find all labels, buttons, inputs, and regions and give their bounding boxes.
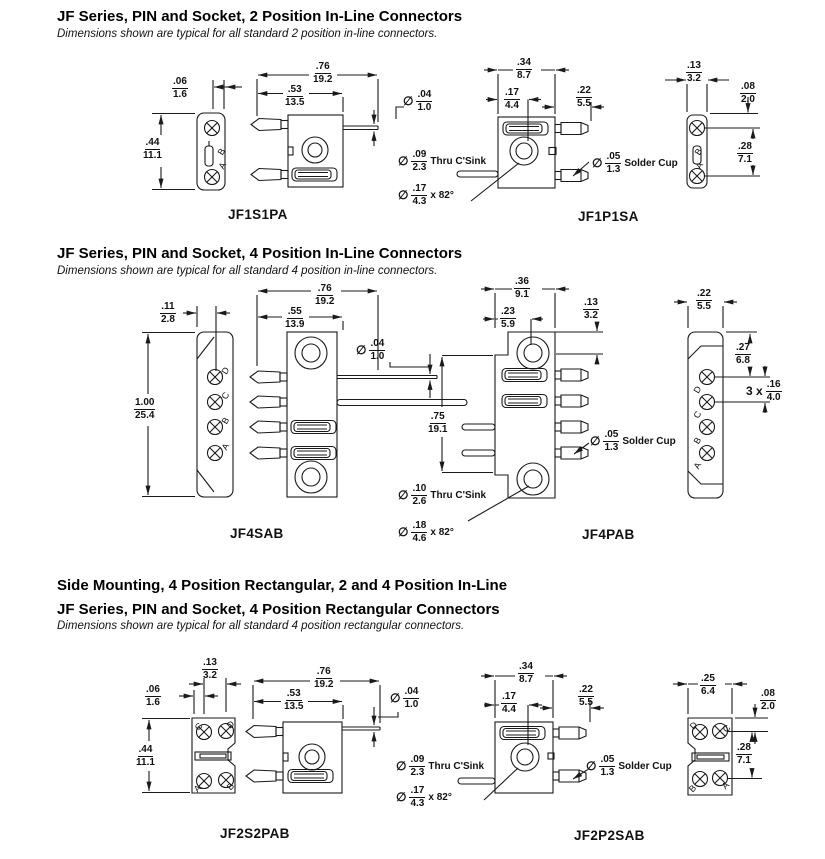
jf2s2pab-side-view-drawing: [246, 681, 398, 793]
section-3-title2: JF Series, PIN and Socket, 4 Position Rectangular Connectors: [57, 601, 500, 618]
pin-contact: [457, 171, 498, 177]
pin-contact: [337, 376, 437, 379]
section-2-title: JF Series, PIN and Socket, 4 Position In-Line Connectors: [57, 245, 463, 262]
part-label-jf4sab: JF4SAB: [230, 526, 284, 541]
dim-dia-04-10: ∅ $\frac{.04}{1.0}$: [356, 338, 385, 362]
dim-17-44: $\frac{.17}{4.4}$: [502, 691, 516, 715]
dim-dia-04-10: ∅ $\frac{.04}{1.0}$: [403, 89, 432, 113]
part-label-jf1p1sa: JF1P1SA: [578, 209, 639, 224]
dim-dia-09-23-thru-csink: ∅ $\frac{.09}{2.3}$ Thru C'Sink: [396, 754, 485, 778]
solder-cup-leader: [573, 770, 587, 779]
dim-13-32: $\frac{.13}{3.2}$: [203, 657, 217, 681]
dim-23-59: $\frac{.23}{5.9}$: [501, 306, 515, 330]
contact-letters: [192, 147, 733, 795]
dim-17-44: $\frac{.17}{4.4}$: [505, 87, 519, 111]
jf1p1sa-side-view-drawing: [457, 70, 604, 201]
jf2s2pab-end-view-drawing: [142, 678, 241, 793]
dim-22-55: $\frac{.22}{5.5}$: [577, 85, 591, 109]
dim-dia-18-46-x82: ∅ $\frac{.18}{4.6}$ x 82°: [398, 520, 454, 544]
dim-44-111: $\frac{.44}{11.1}$: [136, 744, 155, 768]
dim-55-139: $\frac{.55}{13.9}$: [285, 306, 305, 330]
contact-symbol: [700, 370, 715, 385]
jf2p2sab-side-view-drawing: [458, 676, 604, 800]
contact-symbol: [690, 121, 705, 136]
contact-letter: D: [224, 718, 237, 731]
dim-22-55: $\frac{.22}{5.5}$: [579, 684, 593, 708]
dim-76-192: $\frac{.76}{19.2}$: [314, 666, 334, 690]
contact-letter: A: [693, 160, 706, 171]
part-label-jf2p2sab: JF2P2SAB: [574, 828, 645, 843]
dim-dia-09-23-thru-csink: ∅ $\frac{.09}{2.3}$ Thru C'Sink: [398, 149, 487, 173]
dim-dia-04-10: ∅ $\frac{.04}{1.0}$: [390, 686, 419, 710]
dim-dia-05-13-solder-cup: ∅ $\frac{.05}{1.3}$ Solder Cup: [590, 429, 676, 453]
contact-letter: B: [219, 415, 232, 426]
contact-letter: A: [216, 160, 229, 171]
part-label-jf4pab: JF4PAB: [582, 527, 635, 542]
dim-36-91: $\frac{.36}{9.1}$: [515, 276, 529, 300]
dim-25-64: $\frac{.25}{6.4}$: [701, 673, 715, 697]
dim-53-135: $\frac{.53}{13.5}$: [284, 688, 304, 712]
contact-letter: B: [224, 780, 237, 793]
jf4sab-side-view-drawing: [250, 291, 467, 497]
jf2p2sab-end-view-drawing: [673, 684, 768, 795]
section-1-title: JF Series, PIN and Socket, 2 Position In-Line Connectors: [57, 8, 463, 25]
dim-11-28: $\frac{.11}{2.8}$: [161, 301, 175, 325]
contact-letter: A: [219, 441, 232, 452]
contact-symbol: [205, 170, 220, 185]
jf1s1pa-side-view-drawing: [251, 75, 404, 187]
contact-symbol: [205, 121, 220, 136]
part-label-jf2s2pab: JF2S2PAB: [220, 826, 290, 841]
dim-34-87: $\frac{.34}{8.7}$: [517, 57, 531, 81]
contact-symbol: [693, 772, 708, 787]
dim-dia-17-43-x82: ∅ $\frac{.17}{4.3}$ x 82°: [396, 785, 452, 809]
dim-27-68: $\frac{.27}{6.8}$: [736, 342, 750, 366]
jf1p1sa-end-view-drawing: [665, 80, 760, 188]
contact-letter: C: [691, 409, 704, 421]
dim-34-87: $\frac{.34}{8.7}$: [519, 661, 533, 685]
dim-3x-16-40: 3 x $\frac{.16}{4.0}$: [746, 379, 781, 403]
dim-06-16: $\frac{.06}{1.6}$: [173, 76, 187, 100]
dim-dia-10-26-thru-csink: ∅ $\frac{.10}{2.6}$ Thru C'Sink: [398, 483, 487, 507]
dim-22-55: $\frac{.22}{5.5}$: [697, 288, 711, 312]
contact-letter: B: [692, 146, 705, 157]
contact-symbol: [700, 446, 715, 461]
dim-dia-05-13-solder-cup: ∅ $\frac{.05}{1.3}$ Solder Cup: [586, 754, 672, 778]
dim-13-32: $\frac{.13}{3.2}$: [584, 297, 598, 321]
dim-08-20: $\frac{.08}{2.0}$: [741, 81, 755, 105]
contact-symbol: [700, 395, 715, 410]
dim-76-192: $\frac{.76}{19.2}$: [313, 61, 333, 85]
dim-08-20: $\frac{.08}{2.0}$: [761, 688, 775, 712]
section-3-title: Side Mounting, 4 Position Rectangular, 2 and 4 Position In-Line: [57, 577, 508, 594]
pin-contact: [462, 450, 495, 456]
dim-06-16: $\frac{.06}{1.6}$: [146, 684, 160, 708]
contact-letter: C: [192, 720, 205, 733]
dim-75-191: $\frac{.75}{19.1}$: [428, 411, 448, 435]
section-1-subtitle: Dimensions shown are typical for all standard 2 position in-line connectors.: [57, 28, 438, 40]
dim-44-111: $\frac{.44}{11.1}$: [143, 137, 162, 161]
section-2-subtitle: Dimensions shown are typical for all standard 4 position in-line connectors.: [57, 265, 438, 277]
contact-letter: D: [687, 719, 700, 732]
contact-letter: B: [215, 146, 228, 157]
contact-letter: B: [686, 782, 699, 795]
contact-letter: A: [691, 460, 704, 471]
contact-letter: A: [191, 782, 204, 795]
jf4sab-end-view-drawing: [142, 306, 233, 497]
section-3-subtitle: Dimensions shown are typical for all standard 4 position rectangular connectors.: [57, 620, 465, 632]
dim-dia-05-13-solder-cup: ∅ $\frac{.05}{1.3}$ Solder Cup: [592, 151, 678, 175]
pin-contact: [337, 400, 467, 406]
contact-letter: C: [720, 722, 733, 735]
countersink-leader: [471, 163, 519, 201]
dim-76-192: $\frac{.76}{19.2}$: [315, 283, 335, 307]
contact-letter: A: [719, 779, 732, 792]
dim-28-71: $\frac{.28}{7.1}$: [737, 742, 751, 766]
contact-letter: D: [219, 365, 232, 377]
pin-contact: [462, 424, 495, 430]
dim-13-32: $\frac{.13}{3.2}$: [687, 60, 701, 84]
pin-contact: [342, 727, 380, 730]
pin-contact: [458, 778, 495, 784]
part-label-jf1s1pa: JF1S1PA: [228, 207, 288, 222]
contact-letter: C: [219, 390, 232, 402]
dim-dia-17-43-x82: ∅ $\frac{.17}{4.3}$ x 82°: [398, 183, 454, 207]
jf1s1pa-end-view-drawing: [152, 80, 242, 190]
contact-letter: D: [691, 384, 704, 396]
dim-100-254: $\frac{1.00}{25.4}$: [135, 397, 155, 421]
jf4pab-end-view-drawing: [674, 302, 770, 498]
dim-53-135: $\frac{.53}{13.5}$: [285, 84, 305, 108]
dim-28-71: $\frac{.28}{7.1}$: [738, 141, 752, 165]
contact-symbol: [700, 420, 715, 435]
pin-contact: [343, 126, 378, 130]
contact-letter: B: [691, 435, 704, 446]
countersink-leader: [468, 486, 529, 521]
